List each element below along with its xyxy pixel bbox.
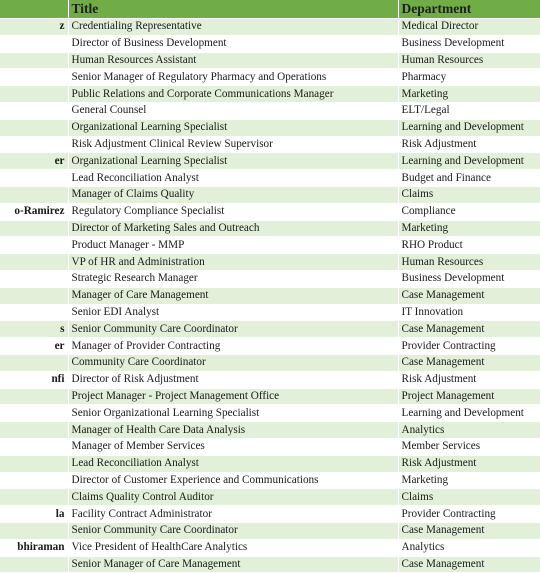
cell-name[interactable] [0, 35, 68, 52]
cell-name[interactable] [0, 522, 68, 539]
cell-title[interactable]: Senior Organizational Learning Specialist [68, 405, 398, 422]
cell-department[interactable]: RHO Product [398, 237, 540, 254]
cell-name[interactable]: nfi [0, 371, 68, 388]
cell-department[interactable]: Budget and Finance [398, 170, 540, 187]
cell-title[interactable]: Senior EDI Analyst [68, 304, 398, 321]
cell-department[interactable]: Case Management [398, 354, 540, 371]
cell-title[interactable]: Director of Customer Experience and Communications [68, 472, 398, 489]
cell-title[interactable]: Senior Community Care Coordinator [68, 522, 398, 539]
cell-department[interactable]: Learning and Development [398, 405, 540, 422]
table-row[interactable] [0, 455, 540, 472]
cell-name[interactable]: la [0, 506, 68, 523]
cell-department[interactable]: Marketing [398, 472, 540, 489]
header-row [0, 0, 540, 19]
table-row[interactable] [0, 136, 540, 153]
cell-department[interactable]: Learning and Development [398, 153, 540, 170]
cell-department[interactable]: Project Management [398, 388, 540, 405]
cell-name[interactable] [0, 52, 68, 69]
cell-name[interactable] [0, 119, 68, 136]
cell-title[interactable]: VP of HR and Administration [68, 254, 398, 271]
cell-title[interactable]: Project Manager - Project Management Office [68, 388, 398, 405]
cell-department[interactable]: Human Resources [398, 52, 540, 69]
cell-title[interactable]: Facility Contract Administrator [68, 506, 398, 523]
cell-department[interactable]: Case Management [398, 287, 540, 304]
cell-name[interactable]: er [0, 153, 68, 170]
cell-title[interactable]: General Counsel [68, 102, 398, 119]
cell-department[interactable]: Learning and Development [398, 119, 540, 136]
table-row[interactable] [0, 338, 540, 355]
cell-name[interactable] [0, 86, 68, 103]
cell-name[interactable] [0, 455, 68, 472]
cell-name[interactable] [0, 69, 68, 86]
cell-department[interactable]: Risk Adjustment [398, 136, 540, 153]
table-row[interactable] [0, 220, 540, 237]
cell-title[interactable]: Director of Business Development [68, 35, 398, 52]
table-row[interactable] [0, 556, 540, 573]
table-row[interactable] [0, 86, 540, 103]
cell-department[interactable]: ELT/Legal [398, 102, 540, 119]
cell-department[interactable]: Provider Contracting [398, 338, 540, 355]
table-row[interactable] [0, 422, 540, 439]
cell-department[interactable]: Claims [398, 186, 540, 203]
header-department: Department [398, 0, 540, 19]
cell-title[interactable]: Director of Marketing Sales and Outreach [68, 220, 398, 237]
cell-name[interactable] [0, 220, 68, 237]
table-row[interactable] [0, 237, 540, 254]
table-row[interactable] [0, 254, 540, 271]
table-row[interactable] [0, 19, 540, 36]
cell-title[interactable]: Director of Risk Adjustment [68, 371, 398, 388]
table-row[interactable] [0, 35, 540, 52]
cell-name[interactable] [0, 354, 68, 371]
table-row[interactable] [0, 371, 540, 388]
table-row[interactable] [0, 388, 540, 405]
cell-title[interactable]: Senior Community Care Coordinator [68, 321, 398, 338]
cell-title[interactable]: Senior Manager of Regulatory Pharmacy and Operations [68, 69, 398, 86]
table-row[interactable] [0, 539, 540, 556]
cell-name[interactable] [0, 489, 68, 506]
table-body [0, 19, 540, 573]
cell-title[interactable]: Lead Reconciliation Analyst [68, 455, 398, 472]
cell-name[interactable]: er [0, 338, 68, 355]
cell-department[interactable]: Business Development [398, 35, 540, 52]
cell-title[interactable]: Regulatory Compliance Specialist [68, 203, 398, 220]
cell-title[interactable]: Credentialing Representative [68, 19, 398, 36]
cell-department[interactable]: Analytics [398, 422, 540, 439]
table-row[interactable] [0, 522, 540, 539]
cell-title[interactable]: Manager of Provider Contracting [68, 338, 398, 355]
table-row[interactable] [0, 489, 540, 506]
cell-title[interactable]: Human Resources Assistant [68, 52, 398, 69]
cell-name[interactable] [0, 237, 68, 254]
table-row[interactable] [0, 52, 540, 69]
cell-name[interactable] [0, 472, 68, 489]
table-row[interactable] [0, 69, 540, 86]
cell-department[interactable]: Risk Adjustment [398, 371, 540, 388]
cell-name[interactable]: bhiraman [0, 539, 68, 556]
cell-title[interactable]: Organizational Learning Specialist [68, 119, 398, 136]
table-row[interactable] [0, 405, 540, 422]
table-row[interactable] [0, 153, 540, 170]
cell-title[interactable]: Community Care Coordinator [68, 354, 398, 371]
cell-department[interactable]: Medical Director [398, 19, 540, 36]
cell-title[interactable]: Manager of Care Management [68, 287, 398, 304]
cell-name[interactable]: o-Ramirez [0, 203, 68, 220]
cell-department[interactable]: Pharmacy [398, 69, 540, 86]
table-row[interactable] [0, 102, 540, 119]
table-row[interactable] [0, 270, 540, 287]
cell-title[interactable]: Organizational Learning Specialist [68, 153, 398, 170]
table-row[interactable] [0, 354, 540, 371]
cell-title[interactable]: Manager of Member Services [68, 438, 398, 455]
cell-department[interactable]: Provider Contracting [398, 506, 540, 523]
table-row[interactable] [0, 304, 540, 321]
cell-department[interactable]: Claims [398, 489, 540, 506]
cell-name[interactable]: z [0, 19, 68, 36]
cell-department[interactable]: Risk Adjustment [398, 455, 540, 472]
cell-department[interactable]: Compliance [398, 203, 540, 220]
cell-name[interactable] [0, 438, 68, 455]
cell-department[interactable]: Human Resources [398, 254, 540, 271]
cell-name[interactable] [0, 186, 68, 203]
cell-department[interactable]: Case Management [398, 556, 540, 573]
cell-name[interactable] [0, 422, 68, 439]
cell-department[interactable]: Marketing [398, 220, 540, 237]
cell-name[interactable] [0, 287, 68, 304]
table-row[interactable] [0, 321, 540, 338]
cell-department[interactable]: Business Development [398, 270, 540, 287]
cell-title[interactable]: Claims Quality Control Auditor [68, 489, 398, 506]
cell-department[interactable]: Case Management [398, 321, 540, 338]
cell-title[interactable]: Lead Reconciliation Analyst [68, 170, 398, 187]
cell-title[interactable]: Risk Adjustment Clinical Review Supervisor [68, 136, 398, 153]
cell-department[interactable]: Marketing [398, 86, 540, 103]
table-row[interactable] [0, 506, 540, 523]
cell-title[interactable]: Product Manager - MMP [68, 237, 398, 254]
cell-title[interactable]: Vice President of HealthCare Analytics [68, 539, 398, 556]
cell-department[interactable]: Member Services [398, 438, 540, 455]
table-row[interactable] [0, 203, 540, 220]
header-name [0, 0, 68, 19]
cell-name[interactable] [0, 304, 68, 321]
table-row[interactable] [0, 186, 540, 203]
cell-name[interactable] [0, 556, 68, 573]
cell-department[interactable]: Analytics [398, 539, 540, 556]
cell-name[interactable] [0, 102, 68, 119]
table-row[interactable] [0, 438, 540, 455]
table-row[interactable] [0, 119, 540, 136]
cell-name[interactable] [0, 254, 68, 271]
cell-title[interactable]: Manager of Claims Quality [68, 186, 398, 203]
cell-name[interactable] [0, 388, 68, 405]
cell-name[interactable]: s [0, 321, 68, 338]
cell-name[interactable] [0, 136, 68, 153]
cell-department[interactable]: IT Innovation [398, 304, 540, 321]
cell-department[interactable]: Case Management [398, 522, 540, 539]
table-row[interactable] [0, 170, 540, 187]
cell-title[interactable]: Public Relations and Corporate Communications Manager [68, 86, 398, 103]
cell-name[interactable] [0, 270, 68, 287]
cell-title[interactable]: Senior Manager of Care Management [68, 556, 398, 573]
cell-name[interactable] [0, 405, 68, 422]
table-row[interactable] [0, 472, 540, 489]
header-title: Title [68, 0, 398, 19]
cell-title[interactable]: Manager of Health Care Data Analysis [68, 422, 398, 439]
cell-name[interactable] [0, 170, 68, 187]
table-row[interactable] [0, 287, 540, 304]
cell-title[interactable]: Strategic Research Manager [68, 270, 398, 287]
